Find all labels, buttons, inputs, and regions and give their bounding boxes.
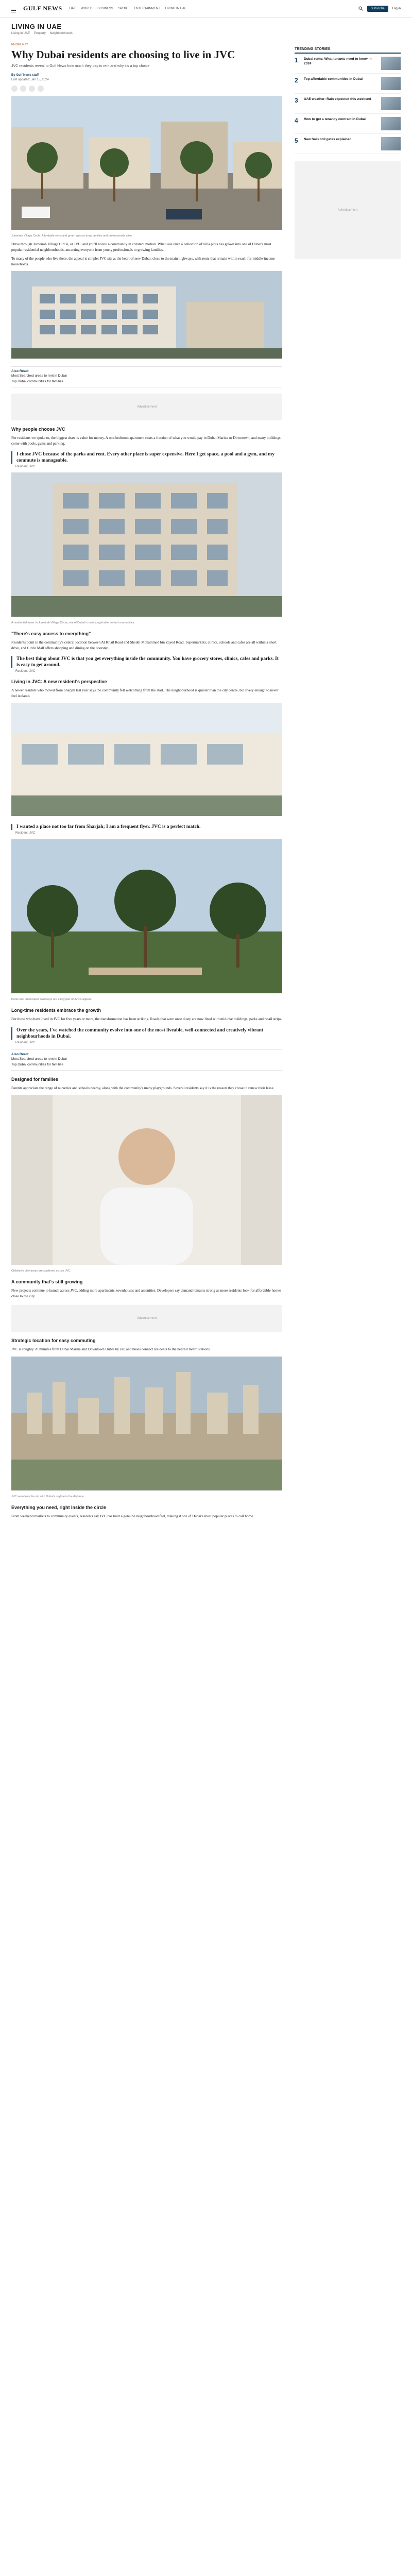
article-title: Why Dubai residents are choosing to live in JVC [11,48,235,61]
quote-attribution: Resident, JVC [15,465,36,468]
breadcrumb [11,32,401,35]
trending-title: TRENDING STORIES [295,47,401,54]
image-caption: Jumeirah Village Circle: Affordable rents and green spaces draw families and professionals alike. [11,234,133,238]
ad-slot[interactable]: Advertisement [11,1305,282,1332]
trending-item[interactable] [295,74,401,94]
login-link[interactable]: Log in [392,7,401,10]
paragraph: Parents appreciate the range of nurseries and schools nearby, along with the community's many playgrounds. Several residents say it is the reason they chose to renew their lease. [11,1086,274,1090]
pull-quote: The best thing about JVC is that you get everything inside the community. You have grocery stores, clinics, cafes and parks. It is easy to get around. [11,656,282,668]
nav-item[interactable]: WORLD [81,7,93,10]
link-icon[interactable] [38,86,44,92]
also-read-label: Also Read: [11,369,29,373]
image-caption: Parks and landscaped walkways are a key part of JVC's appeal. [11,998,92,1001]
author[interactable]: By Gulf News staff [11,74,39,77]
menu-icon[interactable] [11,6,16,11]
trending-item[interactable] [295,94,401,114]
trending-thumbnail[interactable] [381,137,401,150]
image-caption: Children's play areas are scattered across JVC. [11,1269,71,1273]
byline [11,73,282,82]
also-read-label: Also Read: [11,1052,29,1056]
paragraph: Residents point to the community's central location between Al Khail Road and Sheikh Mohammed bin Zayed Road. Supermarkets, clinics, schools and cafes are all within a short drive, and Circle Mall offers shopping and dining on the doorstep. [11,640,277,650]
quote-attribution: Resident, JVC [15,670,36,673]
nav-item[interactable]: ENTERTAINMENT [134,7,160,10]
section-heading: Everything you need, right inside the circle [11,1504,107,1510]
trending-item[interactable] [295,114,401,134]
also-read [11,366,282,387]
pull-quote: Over the years, I've watched the community evolve into one of the most liveable, well-connected and creatively vibrant neighbourhoods in Dubai. [11,1027,282,1040]
sidebar [295,40,401,1529]
section-title[interactable]: LIVING IN UAE [11,23,62,30]
section-heading: Living in JVC: A new resident's perspective [11,679,107,684]
also-read-link[interactable]: Top Dubai communities for families [11,1062,63,1066]
paragraph: JVC is roughly 20 minutes from Dubai Marina and Downtown Dubai by car, and buses connect residents to the nearest metro stations. [11,1347,211,1351]
trending-rank: 1 [295,57,298,64]
nav-item[interactable]: SPORT [118,7,129,10]
article-image [11,1357,282,1493]
trending-thumbnail[interactable] [381,57,401,70]
sidebar-ad[interactable]: Advertisement [295,161,401,259]
article-kicker[interactable]: PROPERTY [11,43,28,46]
article-standfirst: JVC residents reveal to Gulf News how much they pay in rent and why it's a top choice [11,64,150,68]
quote-attribution: Resident, JVC [15,832,36,835]
breadcrumb-item[interactable]: Property [34,32,46,35]
trending-rank: 3 [295,97,298,104]
trending-item[interactable] [295,54,401,74]
section-heading: Why people choose JVC [11,427,65,432]
facebook-icon[interactable] [11,86,18,92]
image-caption: JVC seen from the air, with Dubai's skyline in the distance. [11,1495,85,1498]
search-icon[interactable] [358,6,363,11]
paragraph: For those who have lived in JVC for five years or more, the transformation has been striking. Roads that were once dusty are now lined with mid-rise buildings, parks and retail strips. [11,1017,282,1021]
trending-headline[interactable]: UAE weather: Rain expected this weekend [304,97,371,101]
x-icon[interactable] [20,86,26,92]
subscribe-button[interactable]: Subscribe [367,6,388,12]
also-read-link[interactable]: Top Dubai communities for families [11,380,63,383]
quote-attribution: Resident, JVC [15,1041,36,1044]
ad-slot[interactable]: Advertisement [11,394,282,420]
nav-item[interactable]: BUSINESS [97,7,113,10]
article [11,40,282,1529]
image-caption: A residential tower in Jumeirah Village Circle, one of Dubai's most sought-after rental communities. [11,621,135,624]
breadcrumb-item[interactable]: Living in UAE [11,32,30,35]
trending-headline[interactable]: Dubai rents: What tenants need to know in 2024 [304,57,372,65]
article-image [11,1095,282,1267]
section-heading: Strategic location for easy commuting [11,1338,96,1343]
paragraph: A newer resident who moved from Sharjah last year says the community felt welcoming from the start. The neighbourhood is quieter than the city centre, but lively enough to never feel isolated. [11,688,279,698]
paragraph: For residents we spoke to, the biggest draw is value for money. A one-bedroom apartment costs a fraction of what you would pay in Dubai Marina or Downtown, and many buildings come with pools, gyms and parking. [11,436,281,446]
pull-quote: I wanted a place not too far from Sharjah; I am a frequent flyer. JVC is a perfect match. [11,824,282,830]
trending-thumbnail[interactable] [381,97,401,110]
breadcrumb-item[interactable]: Neighbourhoods [49,32,73,35]
trending-thumbnail[interactable] [381,77,401,90]
trending-item[interactable] [295,134,401,154]
also-read-link[interactable]: Most Searched areas to rent in Dubai [11,374,67,378]
trending-thumbnail[interactable] [381,117,401,130]
trending-headline[interactable]: Top affordable communities in Dubai [304,77,363,81]
trending-rank: 5 [295,137,298,144]
section-heading: "There's easy access to everything" [11,631,91,636]
paragraph: From weekend markets to community events, residents say JVC has built a genuine neighbourhood feel, making it one of Dubai's most popular places to call home. [11,1514,254,1518]
trending-headline[interactable]: New Salik toll gates explained [304,138,352,141]
article-image [11,839,282,996]
pull-quote: I chose JVC because of the parks and rent. Every other place is super expensive. Here I get space, a pool and a gym, and my commute is manageable. [11,451,282,464]
also-read [11,1049,282,1071]
nav-item[interactable]: LIVING IN UAE [165,7,187,10]
section-heading: Long-time residents embrace the growth [11,1008,101,1013]
article-image [11,271,282,361]
hero-image [11,96,282,232]
section-heading: A community that's still growing [11,1279,83,1284]
trending-rank: 4 [295,117,298,124]
trending-headline[interactable]: How to get a tenancy contract in Dubai [304,117,366,121]
paragraph: Drive through Jumeirah Village Circle, or JVC, and you'll notice a community in constant motion. What was once a collection of villa plots has grown into one of Dubai's most popular residential neighbourhoods, attracting everyone from young professionals to growing families. [11,242,271,252]
trending-rank: 2 [295,77,298,84]
main-nav [70,7,186,10]
top-bar [0,0,412,18]
article-image [11,703,282,819]
also-read-link[interactable]: Most Searched areas to rent in Dubai [11,1057,67,1061]
section-heading: Designed for families [11,1076,59,1082]
paragraph: To many of the people who live there, the appeal is simple: JVC sits at the heart of new Dubai, close to the main highways, with rents that remain within reach for middle-income households. [11,257,275,266]
site-logo[interactable]: GULF NEWS [23,5,62,12]
share-bar [11,86,282,92]
section-header [0,18,412,37]
article-image [11,472,282,619]
publish-date: Last updated: Jan 15, 2024 [11,78,49,81]
paragraph: New projects continue to launch across JVC, adding more apartments, townhouses and amenities. Developers say demand remains strong as more residents look for affordable homes close to the city. [11,1289,282,1298]
whatsapp-icon[interactable] [29,86,35,92]
nav-item[interactable]: UAE [69,7,76,10]
